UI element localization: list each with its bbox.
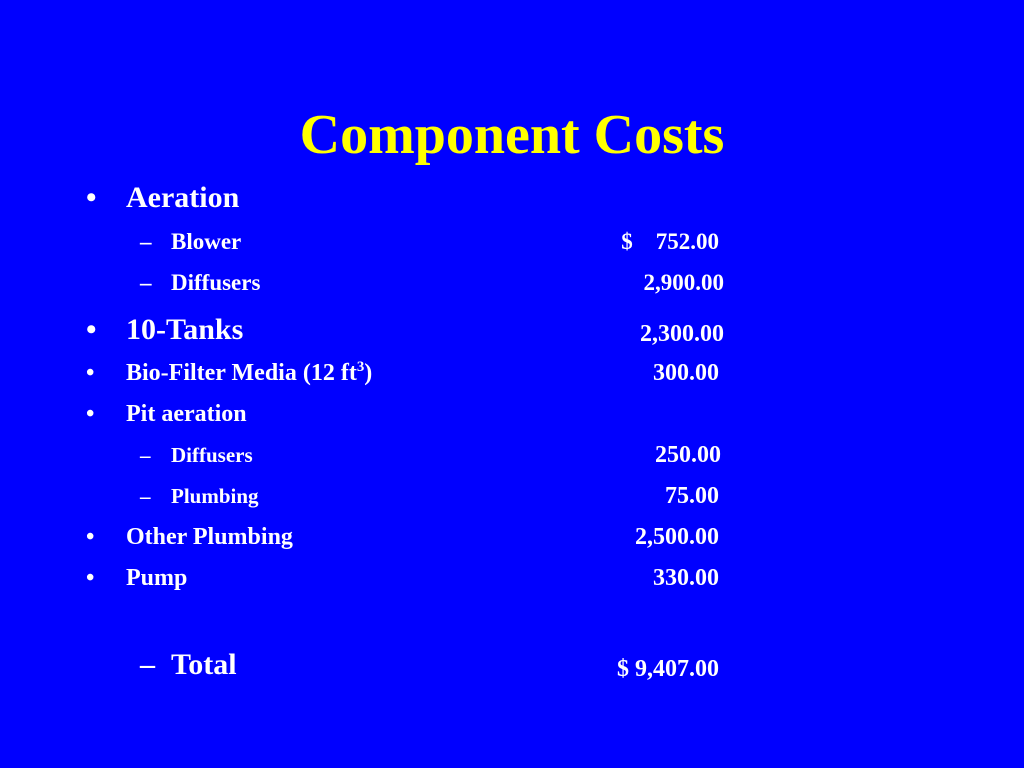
item-amount: 250.00 bbox=[655, 442, 721, 468]
list-item-blower bbox=[0, 228, 1024, 256]
item-amount: $ 9,407.00 bbox=[617, 656, 719, 682]
slide-title: Component Costs bbox=[299, 104, 725, 166]
bullet-icon: • bbox=[86, 565, 95, 591]
dash-icon: – bbox=[140, 484, 151, 508]
superscript-3: 3 bbox=[356, 359, 365, 375]
item-amount: 2,500.00 bbox=[635, 524, 719, 550]
item-label: Total bbox=[171, 648, 237, 681]
bullet-icon: • bbox=[86, 524, 95, 550]
item-amount: 330.00 bbox=[653, 565, 719, 591]
dash-icon: – bbox=[140, 648, 155, 681]
item-amount: 300.00 bbox=[653, 360, 719, 386]
bullet-icon: • bbox=[86, 401, 95, 427]
list-item-diffusers bbox=[0, 269, 1024, 297]
dash-icon: – bbox=[140, 270, 152, 295]
dash-icon: – bbox=[140, 443, 151, 467]
item-amount: 75.00 bbox=[665, 483, 719, 509]
item-amount: 2,300.00 bbox=[640, 321, 724, 347]
item-label: Bio-Filter Media (12 $ft^3$) bbox=[126, 359, 373, 386]
bullet-icon: • bbox=[86, 313, 97, 346]
item-label: Pump bbox=[126, 565, 188, 591]
list-item-pit-diffusers bbox=[0, 442, 1024, 468]
list-item-aeration bbox=[0, 180, 1024, 216]
bullet-icon: • bbox=[86, 360, 95, 386]
list-item-pump bbox=[0, 564, 1024, 592]
list-item-bio-filter-media bbox=[0, 359, 1024, 387]
item-label: Diffusers bbox=[171, 270, 261, 295]
item-label: Aeration bbox=[126, 181, 240, 214]
list-item-total bbox=[0, 647, 1024, 683]
item-amount: $ 752.00 bbox=[621, 229, 719, 254]
item-amount: 2,900.00 bbox=[643, 270, 724, 295]
item-label: 10-Tanks bbox=[126, 313, 244, 346]
list-item-pit-plumbing bbox=[0, 483, 1024, 509]
item-label: Plumbing bbox=[171, 484, 259, 508]
item-label: Diffusers bbox=[171, 443, 253, 467]
item-label: Blower bbox=[171, 229, 242, 254]
list-item-other-plumbing bbox=[0, 523, 1024, 551]
dash-icon: – bbox=[140, 229, 152, 254]
list-item-10-tanks bbox=[0, 312, 1024, 348]
list-item-pit-aeration bbox=[0, 400, 1024, 428]
item-label: Other Plumbing bbox=[126, 524, 293, 550]
bullet-icon: • bbox=[86, 181, 97, 214]
item-label: Pit aeration bbox=[126, 401, 247, 427]
